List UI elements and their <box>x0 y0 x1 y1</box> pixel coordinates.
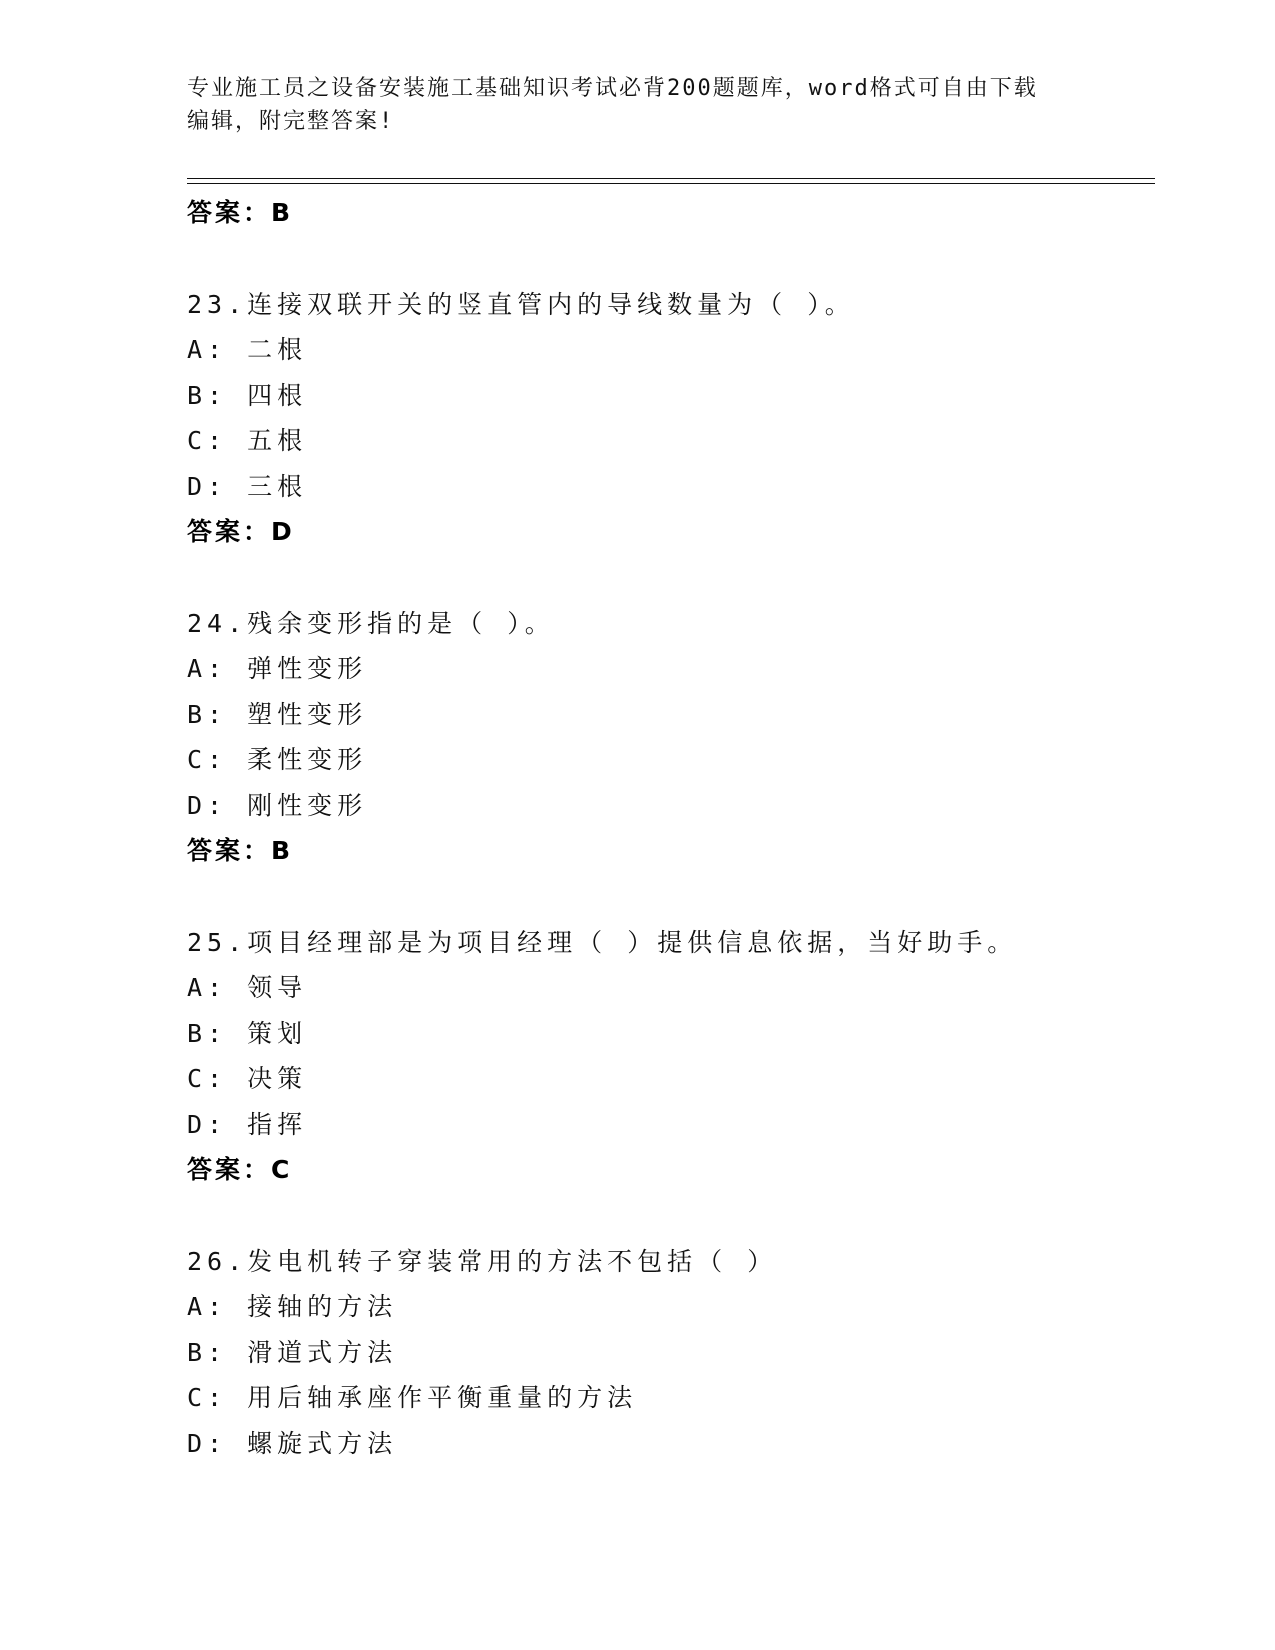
option-b: B: 塑性变形 <box>187 699 368 729</box>
option-b: B: 策划 <box>187 1018 308 1048</box>
option-a: A: 接轴的方法 <box>187 1292 398 1321</box>
question-stem: 23.连接双联开关的竖直管内的导线数量为（ ）。 <box>187 289 855 319</box>
option-a: A: 弹性变形 <box>187 654 368 683</box>
spacer <box>187 236 1155 282</box>
answer: 答案：C <box>187 1155 293 1184</box>
option-c: C: 决策 <box>187 1064 308 1093</box>
option-c: C: 用后轴承座作平衡重量的方法 <box>187 1383 638 1412</box>
header-line-1: 专业施工员之设备安装施工基础知识考试必背200题题库，word格式可自由下载 <box>187 76 1038 101</box>
document-header <box>187 72 1067 138</box>
option-c: C: 柔性变形 <box>187 745 368 774</box>
spacer <box>187 1193 1155 1239</box>
header-line-2: 编辑，附完整答案! <box>187 109 395 134</box>
spacer <box>187 555 1155 601</box>
option-c: C: 五根 <box>187 426 308 455</box>
option-d: D: 刚性变形 <box>187 790 368 820</box>
option-a: A: 领导 <box>187 973 308 1002</box>
answer: 答案：D <box>187 517 295 546</box>
question-stem: 25.项目经理部是为项目经理（ ）提供信息依据，当好助手。 <box>187 927 1018 957</box>
option-b: B: 四根 <box>187 380 308 410</box>
option-d: D: 指挥 <box>187 1109 308 1139</box>
question-block <box>187 601 1155 874</box>
question-stem: 24.残余变形指的是（ ）。 <box>187 608 555 638</box>
question-block <box>187 282 1155 555</box>
spacer <box>187 874 1155 920</box>
answer: 答案：B <box>187 836 294 865</box>
question-block <box>187 920 1155 1193</box>
question-list <box>187 190 1155 1466</box>
option-d: D: 螺旋式方法 <box>187 1428 398 1458</box>
question-stem: 26.发电机转子穿装常用的方法不包括（ ） <box>187 1246 778 1276</box>
question-block <box>187 1239 1155 1467</box>
option-a: A: 二根 <box>187 335 308 364</box>
option-d: D: 三根 <box>187 471 308 501</box>
header-divider-top <box>187 178 1155 179</box>
previous-answer: 答案：B <box>187 198 294 227</box>
header-divider-bottom <box>187 183 1155 184</box>
option-b: B: 滑道式方法 <box>187 1337 398 1367</box>
